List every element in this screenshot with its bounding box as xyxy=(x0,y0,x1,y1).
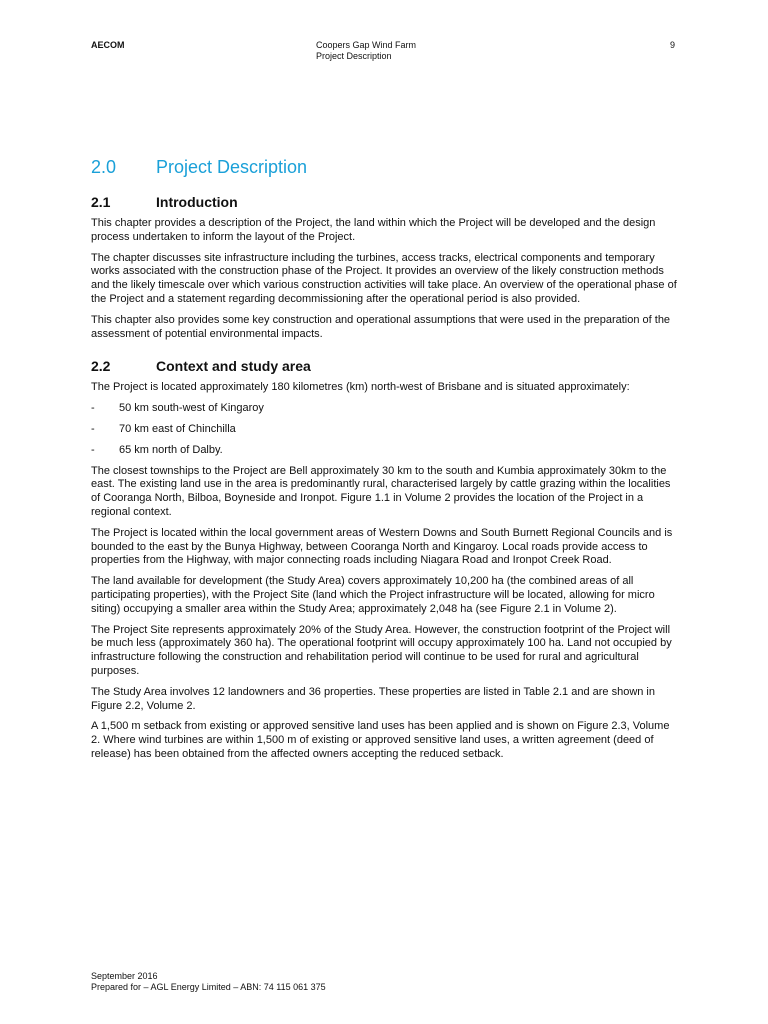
chapter-heading xyxy=(91,155,681,179)
list-item xyxy=(91,444,681,458)
paragraph: A 1,500 m setback from existing or approved sensitive land uses has been applied and is shown on Figure 2.3, Volume 2. Where wind turbines are within 1,500 m of existing or approved sensitive land uses, a written agreement (deed of release) has been obtained from the affected owners accepting the reduced setback. xyxy=(91,720,670,760)
list-item xyxy=(91,423,681,437)
paragraph: The chapter discusses site infrastructure including the turbines, access tracks, electrical components and temporary works associated with the construction phase of the Project. It provides an overview of the likely construction methods and the likely timescale over which various construction activities will take place. An overview of the operational phase of the Project and a statement regarding decommissioning after the operational period is also provided. xyxy=(91,251,677,305)
paragraph: The Study Area involves 12 landowners and 36 properties. These properties are listed in Table 2.1 and are shown in Figure 2.2, Volume 2. xyxy=(91,685,655,712)
section-title: Context and study area xyxy=(156,358,311,375)
section-number: 2.1 xyxy=(91,194,111,210)
section-heading-context xyxy=(91,357,681,375)
header-title-line1: Coopers Gap Wind Farm xyxy=(316,40,417,50)
bullet-dash: - xyxy=(91,443,95,456)
bullet-dash: - xyxy=(91,402,95,415)
list-item-text: 50 km south-west of Kingaroy xyxy=(119,402,264,415)
section-title: Introduction xyxy=(156,194,238,210)
header-document-title xyxy=(316,40,416,62)
section-number: 2.2 xyxy=(91,358,111,375)
paragraph: The land available for development (the Study Area) covers approximately 10,200 ha (the combined areas of all participating properties), with the Project Site (land which the Project infrastructure will be located, allowing for micro siting) occupying a smaller area within the Study Area; approximately 2,048 ha (see Figure 2.1 in Volume 2). xyxy=(91,575,655,615)
bullet-dash: - xyxy=(91,422,95,435)
paragraph: This chapter also provides some key construction and operational assumptions that were used in the preparation of the assessment of potential environmental impacts. xyxy=(91,313,671,340)
list-item-text: 65 km north of Dalby. xyxy=(119,443,223,456)
paragraph: The closest townships to the Project are Bell approximately 30 km to the south and Kumbia approximately 30km to the east. The existing land use in the area is predominantly rural, characterised largely by cattle grazing within the localities of Cooranga North, Bilboa, Boyneside and Ironpot. Figure 1.1 in Volume 2 provides the location of the Project in a regional context. xyxy=(91,464,671,518)
footer-date: September 2016 xyxy=(91,971,158,981)
paragraph: The Project is located within the local government areas of Western Downs and South Burnett Regional Councils and is bounded to the east by the Bunya Highway, between Cooranga North and Kingaroy. Local roads provide access to properties from the Highway, with major connecting roads including Niagara Road and Ironpot Creek Road. xyxy=(91,526,673,567)
footer-prepared-for: Prepared for – AGL Energy Limited – ABN: 74 115 061 375 xyxy=(91,982,326,992)
section-heading-introduction xyxy=(91,193,681,211)
list-item xyxy=(91,402,681,416)
page-footer xyxy=(91,971,326,993)
chapter-number: 2.0 xyxy=(91,157,117,177)
list-item-text: 70 km east of Chinchilla xyxy=(119,422,236,435)
paragraph: The Project Site represents approximately 20% of the Study Area. However, the construction footprint of the Project will be much less (approximately 360 ha). The operational footprint will occupy approximately 100 ha. Land not occupied by infrastructure following the construction and rehabilitation period will continue to be used for rural and agricultural purposes. xyxy=(91,623,672,677)
paragraph: This chapter provides a description of the Project, the land within which the Project will be developed and the design process undertaken to inform the layout of the Project. xyxy=(91,217,656,243)
page-body xyxy=(91,155,681,769)
header-title-line2: Project Description xyxy=(316,51,392,61)
page-number: 9 xyxy=(669,40,675,50)
header-company: AECOM xyxy=(91,40,125,50)
location-list xyxy=(91,402,681,457)
paragraph: The Project is located approximately 180 kilometres (km) north-west of Brisbane and is situated approximately: xyxy=(91,381,630,394)
chapter-title: Project Description xyxy=(156,157,308,177)
